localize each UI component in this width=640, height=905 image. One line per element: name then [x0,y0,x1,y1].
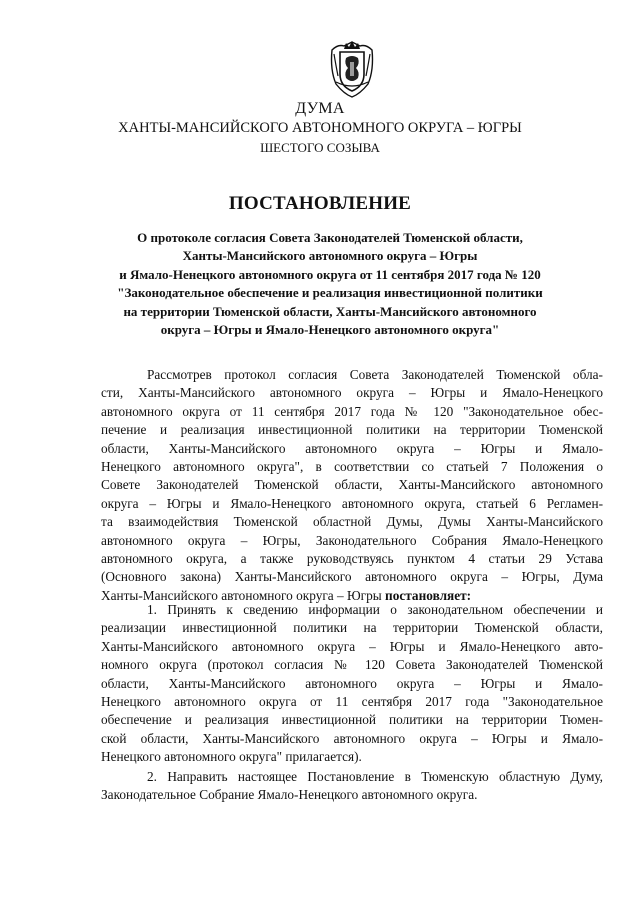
text-line: ской области, Ханты-Мансийского автономного округа – Югры и Ямало- [101,730,603,746]
text-line: области, Ханты-Мансийского автономного округа – Югры и Ямало- [101,675,603,691]
subject-line: О протоколе согласия Совета Законодателей Тюменской области, [137,230,523,245]
item-2-paragraph [101,768,603,805]
text-line: Ханты-Мансийского автономного округа – Югры и Ямало-Ненецкого авто- [101,638,603,654]
coat-of-arms-icon [326,40,378,98]
text-line: округа – Югры и Ямало-Ненецкого автономного округа, статьей 6 Регламен- [101,495,603,511]
subject-line: и Ямало-Ненецкого автономного округа от 11 сентября 2017 года № 120 [119,266,541,282]
text-line: (Основного закона) Ханты-Мансийского автономного округа – Югры, Дума [101,569,603,585]
text-line: 1. Принять к сведению информации о законодательном обеспечении и [147,602,603,617]
subject-line: на территории Тюменской области, Ханты-Мансийского автономного [123,303,537,319]
text-line: 2. Направить настоящее Постановление в Тюменскую областную Думу, [147,769,603,784]
text-line: та взаимодействия Тюменской областной Думы, Думы Ханты-Мансийского [101,514,603,530]
document-subject [80,229,580,339]
text-line: Ненецкого автономного округа" прилагается). [101,749,362,765]
text-line: области, Ханты-Мансийского автономного округа – Югры и Ямало- [101,440,603,456]
text-line: Ненецкого автономного округа", в соответствии со статьей 7 Положения о [101,459,603,475]
preamble-paragraph [101,366,603,605]
text-line: номного округа (протокол согласия № 120 Совета Законодателей Тюменской [101,657,603,673]
text-line: Законодательное Собрание Ямало-Ненецкого автономного округа. [101,787,478,803]
text-line: сти, Ханты-Мансийского автономного округа – Югры и Ямало-Ненецкого [101,385,603,401]
text-line: автономного округа от 11 сентября 2017 года № 120 "Законодательное обес- [101,403,603,419]
text-line: обеспечение и реализация инвестиционной политики на территории Тюмен- [101,712,603,728]
region-name: ХАНТЫ-МАНСИЙСКОГО АВТОНОМНОГО ОКРУГА – ЮГРЫ [118,120,522,136]
subject-line: округа – Югры и Ямало-Ненецкого автономного округа" [160,322,500,338]
resolves-verb: постановляет: [385,587,472,603]
item-1-paragraph [101,601,603,767]
convocation: ШЕСТОГО СОЗЫВА [260,140,380,155]
subject-line: Ханты-Мансийского автономного округа – Югры [182,248,478,264]
text-line: печение и реализация инвестиционной политики на территории Тюменской [101,422,603,438]
text-line: Совете Законодателей Тюменской области, Ханты-Мансийского автономного [101,477,603,493]
document-type-heading: ПОСТАНОВЛЕНИЕ [228,193,412,214]
text-line: Ненецкого автономного округа от 11 сентября 2017 года "Законодательное [101,694,603,710]
text-line: Ханты-Мансийского автономного округа – Югры [101,587,382,603]
text-line: реализации инвестиционной политики на территории Тюменской области, [101,620,603,636]
subject-line: "Законодательное обеспечение и реализация инвестиционной политики [117,285,543,301]
org-name: ДУМА [295,100,345,117]
text-line: Рассмотрев протокол согласия Совета Законодателей Тюменской обла- [147,367,603,382]
text-line: автономного округа, а также руководствуясь пунктом 4 статьи 29 Устава [101,551,603,567]
text-line: автономного округа – Югры, Законодательного Собрания Ямало-Ненецкого [101,532,603,548]
